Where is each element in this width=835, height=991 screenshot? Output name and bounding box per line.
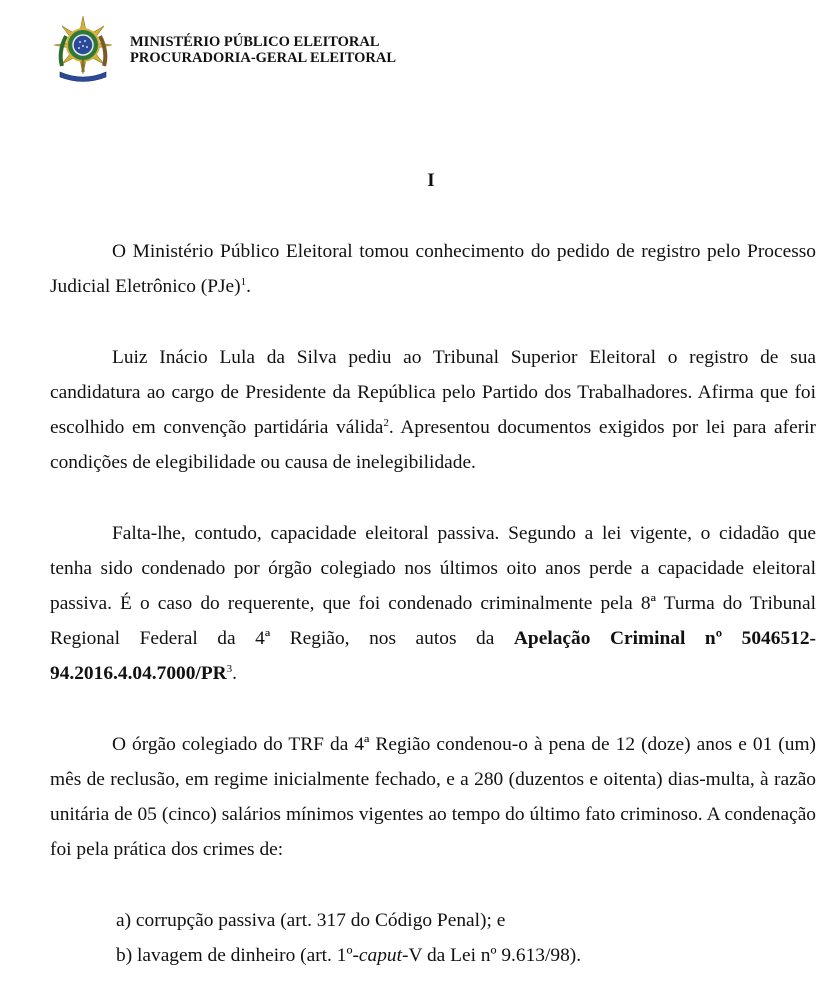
paragraph-3 bbox=[50, 516, 816, 691]
paragraph-2-end: . Apresentou documentos exigidos por lei para aferir condições de elegibilidade ou causa de inelegibilidade. bbox=[50, 417, 816, 473]
document-header bbox=[52, 14, 812, 86]
footnote-ref-3[interactable]: 3 bbox=[226, 663, 233, 675]
paragraph-3-text: Falta-lhe, contudo, capacidade eleitoral passiva. Segundo a lei vigente, o cidadão que tenha sido condenado por órgão colegiado nos últimos oito anos perde a capacidade eleitoral passiva. É o caso do requerente, que foi condenado criminalmente pela 8ª Turma do Tribunal Regional Federal da 4ª Região, nos autos da bbox=[50, 523, 816, 649]
document-body bbox=[50, 234, 816, 973]
list-item: a) corrupção passiva (art. 317 do Código Penal); e bbox=[116, 910, 506, 931]
paragraph-2-text: Luiz Inácio Lula da Silva pediu ao Tribunal Superior Eleitoral o registro de sua candidatura ao cargo de Presidente da República pelo Partido dos Trabalhadores. Afirma que foi escolhido em convenção partidária válida bbox=[50, 347, 816, 438]
footnote-ref-1[interactable]: 1 bbox=[240, 276, 247, 288]
paragraph-4-text: O órgão colegiado do TRF da 4ª Região condenou-o à pena de 12 (doze) anos e 01 (um) mês de reclusão, em regime inicialmente fechado, e a 280 (duzentos e oitenta) dias-multa, à razão unitária de 05 (cinco) salários mínimos vigentes ao tempo do último fato criminoso. A condenação foi pela prática dos crimes de: bbox=[50, 734, 816, 860]
paragraph-3-end: . bbox=[232, 663, 238, 684]
section-number: I bbox=[427, 170, 435, 191]
paragraph-1-end: . bbox=[246, 276, 251, 297]
paragraph-4 bbox=[50, 727, 816, 867]
crimes-list bbox=[50, 903, 816, 973]
paragraph-1 bbox=[50, 234, 816, 304]
crime-b-italic: caput bbox=[358, 945, 403, 966]
brazil-coat-of-arms-icon bbox=[52, 14, 114, 84]
case-number: Apelação Criminal nº 5046512-94.2016.4.04.7000/PR bbox=[50, 628, 816, 684]
org-line-2: PROCURADORIA-GERAL ELEITORAL bbox=[130, 50, 397, 66]
footnote-ref-2[interactable]: 2 bbox=[383, 417, 389, 429]
crime-b-post: -V da Lei nº 9.613/98). bbox=[402, 945, 582, 966]
paragraph-2 bbox=[50, 340, 816, 480]
crime-b-pre: b) lavagem de dinheiro (art. 1º- bbox=[116, 945, 359, 966]
list-item bbox=[116, 938, 816, 973]
org-line-1: MINISTÉRIO PÚBLICO ELEITORAL bbox=[130, 34, 380, 50]
paragraph-1-text: O Ministério Público Eleitoral tomou conhecimento do pedido de registro pelo Processo Judicial Eletrônico (PJe) bbox=[50, 241, 816, 297]
